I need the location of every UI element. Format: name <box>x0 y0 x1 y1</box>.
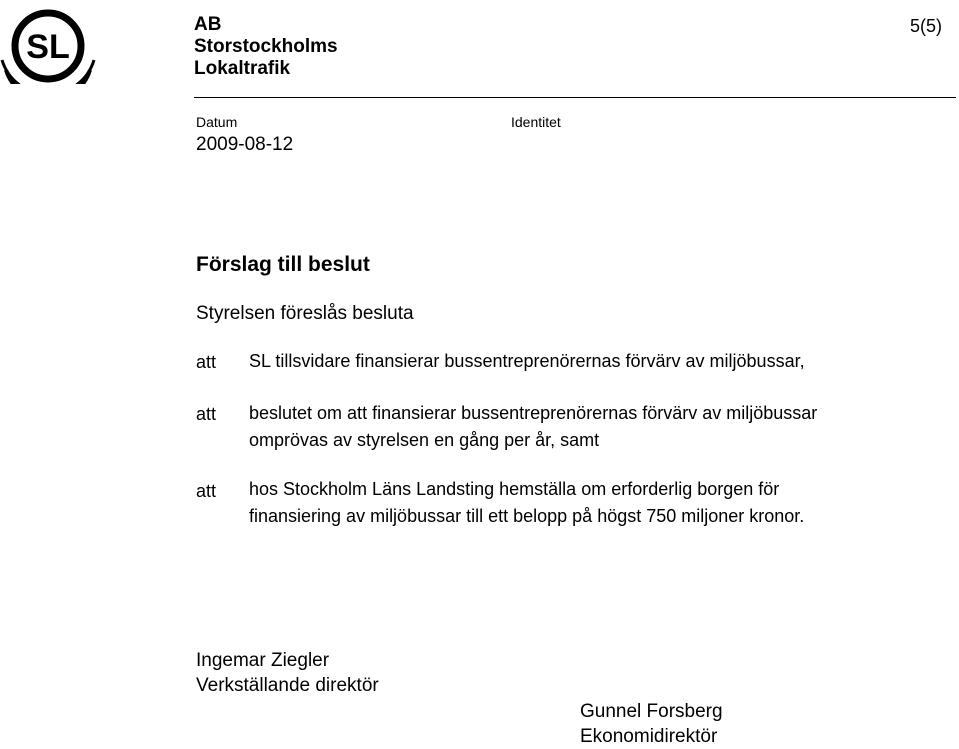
clause-line: finansiering av miljöbussar till ett belopp på högst 750 miljoner kronor. <box>249 506 805 526</box>
signature-block <box>580 699 723 749</box>
company-line: Lokaltrafik <box>194 58 291 79</box>
signature-block <box>196 648 379 698</box>
datum-value: 2009-08-12 <box>196 134 294 155</box>
signatory-name: Ingemar Ziegler <box>196 650 330 671</box>
signatory-title: Ekonomidirektör <box>580 726 718 747</box>
clause-text <box>249 476 949 530</box>
signatory-title: Verkställande direktör <box>196 675 379 696</box>
datum-label: Datum <box>196 114 238 130</box>
clause-line: omprövas av styrelsen en gång per år, samt <box>249 430 600 450</box>
company-name <box>194 14 338 80</box>
signatory-name: Gunnel Forsberg <box>580 701 723 722</box>
logo-text: SL <box>26 28 70 66</box>
clause-line: beslutet om att finansierar bussentreprenörernas förvärv av miljöbussar <box>249 403 818 423</box>
clause-marker: att <box>196 404 217 424</box>
clause-text <box>249 400 949 454</box>
clause-text <box>249 348 949 375</box>
clause-marker: att <box>196 481 217 501</box>
clause-line: SL tillsvidare finansierar bussentreprenörernas förvärv av miljöbussar, <box>249 351 805 371</box>
page-title: Förslag till beslut <box>196 253 370 276</box>
clause-line: hos Stockholm Läns Landsting hemställa om erforderlig borgen för <box>249 479 780 499</box>
sl-logo <box>0 8 96 84</box>
identitet-label: Identitet <box>511 114 561 130</box>
page-number: 5(5) <box>910 16 943 36</box>
header-divider <box>194 97 956 98</box>
clause-marker: att <box>196 352 217 372</box>
company-line: AB <box>194 14 222 35</box>
intro-text: Styrelsen föreslås besluta <box>196 303 414 324</box>
company-line: Storstockholms <box>194 36 338 57</box>
